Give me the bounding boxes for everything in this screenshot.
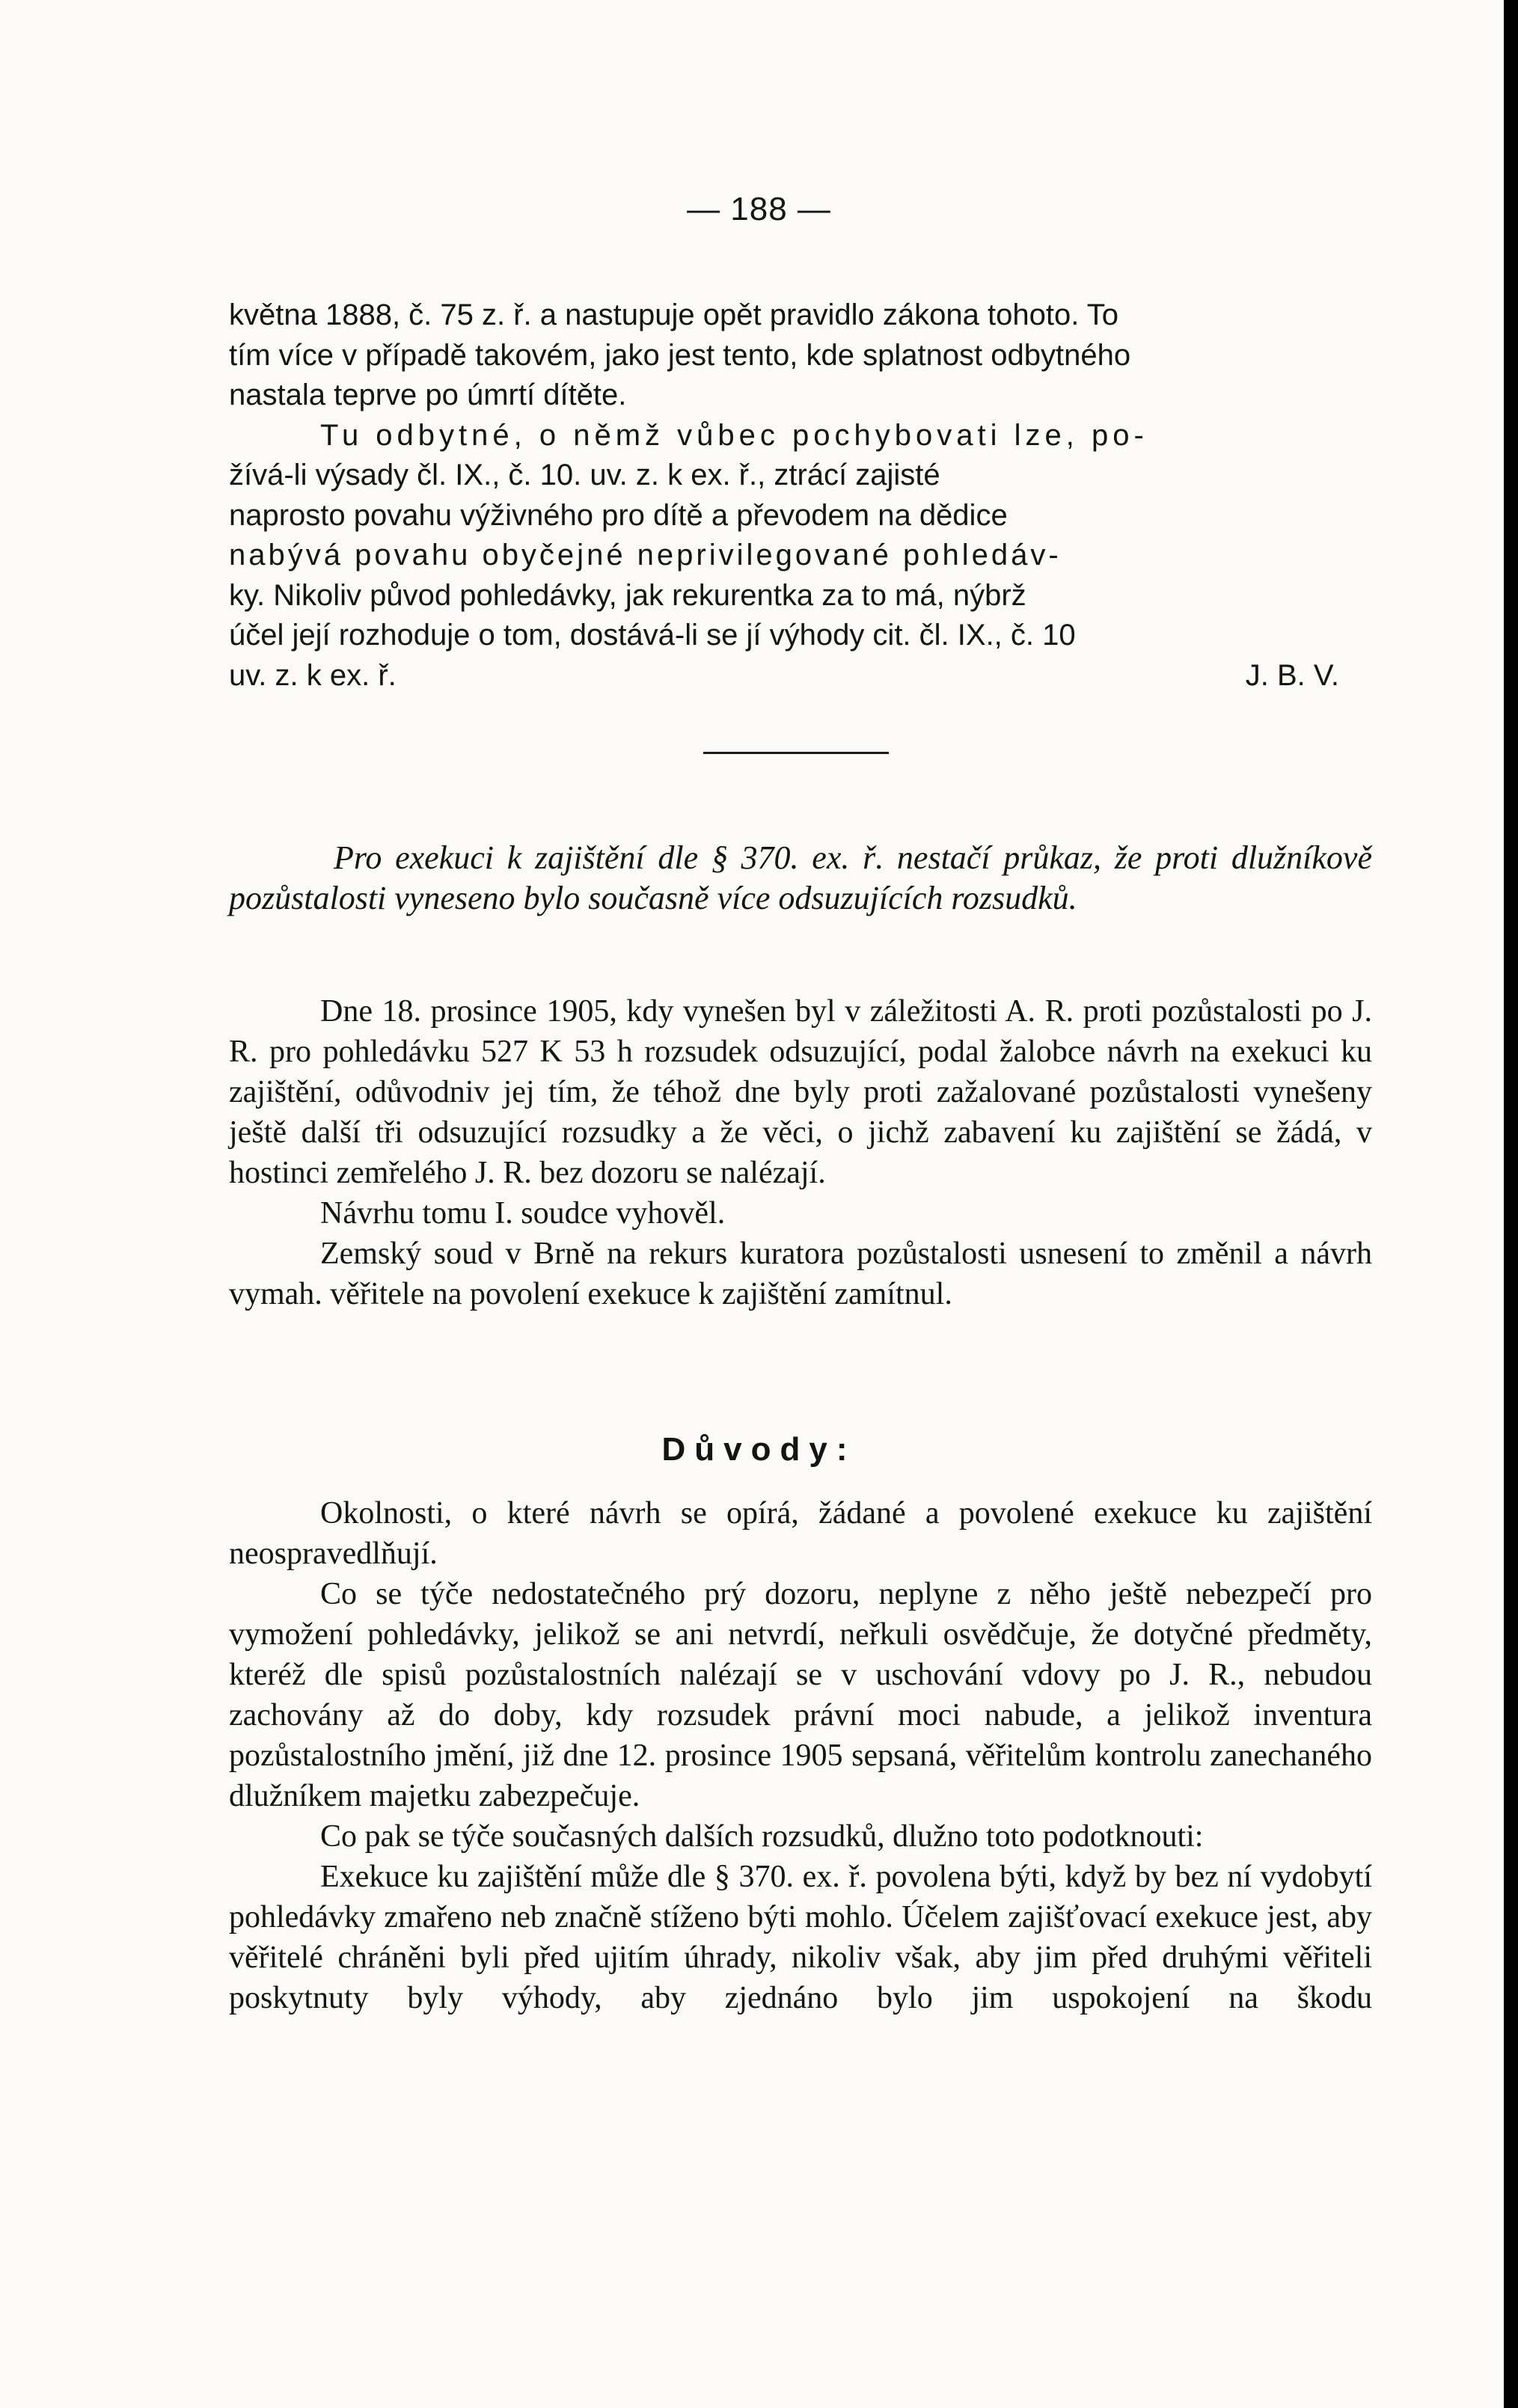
reasons-section: [229, 1493, 1372, 2018]
top-line-1: května 1888, č. 75 z. ř. a nastupuje opět pravidlo zákona tohoto. To: [229, 298, 1118, 331]
second-para-line-2: žívá-li výsady čl. IX., č. 10. uv. z. k ex. ř., ztrácí zajisté: [229, 459, 940, 491]
case-paragraph-1: Dne 18. prosince 1905, kdy vynešen byl v záležitosti A. R. proti pozůstalosti po J. R. pro pohledávku 527 K 53 h rozsudek odsuzující, podal žalobce návrh na exekuci ku zajištění, odůvodniv jej tím, že téhož dne byly proti zažalované pozůstalosti vynešeny ještě další tři odsuzující rozsudky a že věci, o jichž zabavení ku zajištění se žádá, v hostinci zemřelého J. R. bez dozoru se nalézají.: [229, 994, 1372, 1190]
reasons-paragraph-2: Co se týče nedostatečného prý dozoru, neplyne z něho ještě nebezpečí pro vymožení pohledávky, jelikož se ani netvrdí, neřkuli osvědčuje, že dotyčné předměty, kteréž dle spisů pozůstalostních nalézají se v uschování vdovy po J. R., nebudou zachovány až do doby, kdy rozsudek právní moci nabude, a jelikož inventura pozůstalostního jmění, již dne 12. prosince 1905 sepsaná, věřitelům kontrolu zanechaného dlužníkem majetku zabezpečuje.: [229, 1577, 1372, 1813]
second-para-line-5: ky. Nikoliv původ pohledávky, jak rekurentka za to má, nýbrž: [229, 578, 1026, 612]
case-paragraph-3: Zemský soud v Brně na rekurs kuratora pozůstalosti usnesení to změnil a návrh vymah. věřitele na povolení exekuce k zajištění zamítnul.: [229, 1237, 1372, 1311]
section-divider: [703, 752, 889, 754]
second-para-line-3: naprosto povahu výživného pro dítě a převodem na dědice: [229, 498, 1008, 532]
reasons-paragraph-3: Co pak se týče současných dalších rozsudků, dlužno toto podotknouti:: [320, 1819, 1204, 1854]
page-number: — 188 —: [687, 191, 831, 227]
reasons-paragraph-4: Exekuce ku zajištění může dle § 370. ex. ř. povolena býti, když by bez ní vydobytí pohledávky zmařeno neb značně stíženo býti mohlo. Účelem zajišťovací exekuce jest, aby věřitelé chráněni byli před ujitím úhrady, nikoliv však, aby jim před druhými věřiteli poskytnuty byly výhody, aby zjednáno bylo jim uspokojení na škodu: [229, 1860, 1372, 2015]
reasons-paragraph-1: Okolnosti, o které návrh se opírá, žádané a povolené exekuce ku zajištění neospravedlňují.: [229, 1496, 1372, 1571]
second-para-line-6: účel její rozhoduje o tom, dostává-li se jí výhody cit. čl. IX., č. 10: [229, 619, 1076, 652]
case-section: [229, 991, 1372, 1314]
second-para-line-4: nabývá povahu obyčejné neprivilegované pohledáv-: [229, 539, 1062, 572]
headnote: Pro exekuci k zajištění dle § 370. ex. ř. nestačí průkaz, že proti dlužníkově pozůstalosti vyneseno bylo současně více odsuzujících rozsudků.: [229, 839, 1372, 916]
top-line-3: nastala teprve po úmrtí dítěte.: [229, 379, 627, 411]
case-paragraph-2: Návrhu tomu I. soudce vyhověl.: [320, 1196, 726, 1231]
second-para-line-7: uv. z. k ex. ř.: [229, 658, 397, 692]
signature: J. B. V.: [1245, 658, 1339, 692]
second-para-line-1: Tu odbytné, o němž vůbec pochybovati lze, po-: [320, 418, 1148, 452]
top-section: [229, 295, 1372, 696]
top-line-2: tím více v případě takovém, jako jest tento, kde splatnost odbytného: [229, 338, 1131, 372]
reasons-heading: Důvody:: [661, 1431, 857, 1468]
